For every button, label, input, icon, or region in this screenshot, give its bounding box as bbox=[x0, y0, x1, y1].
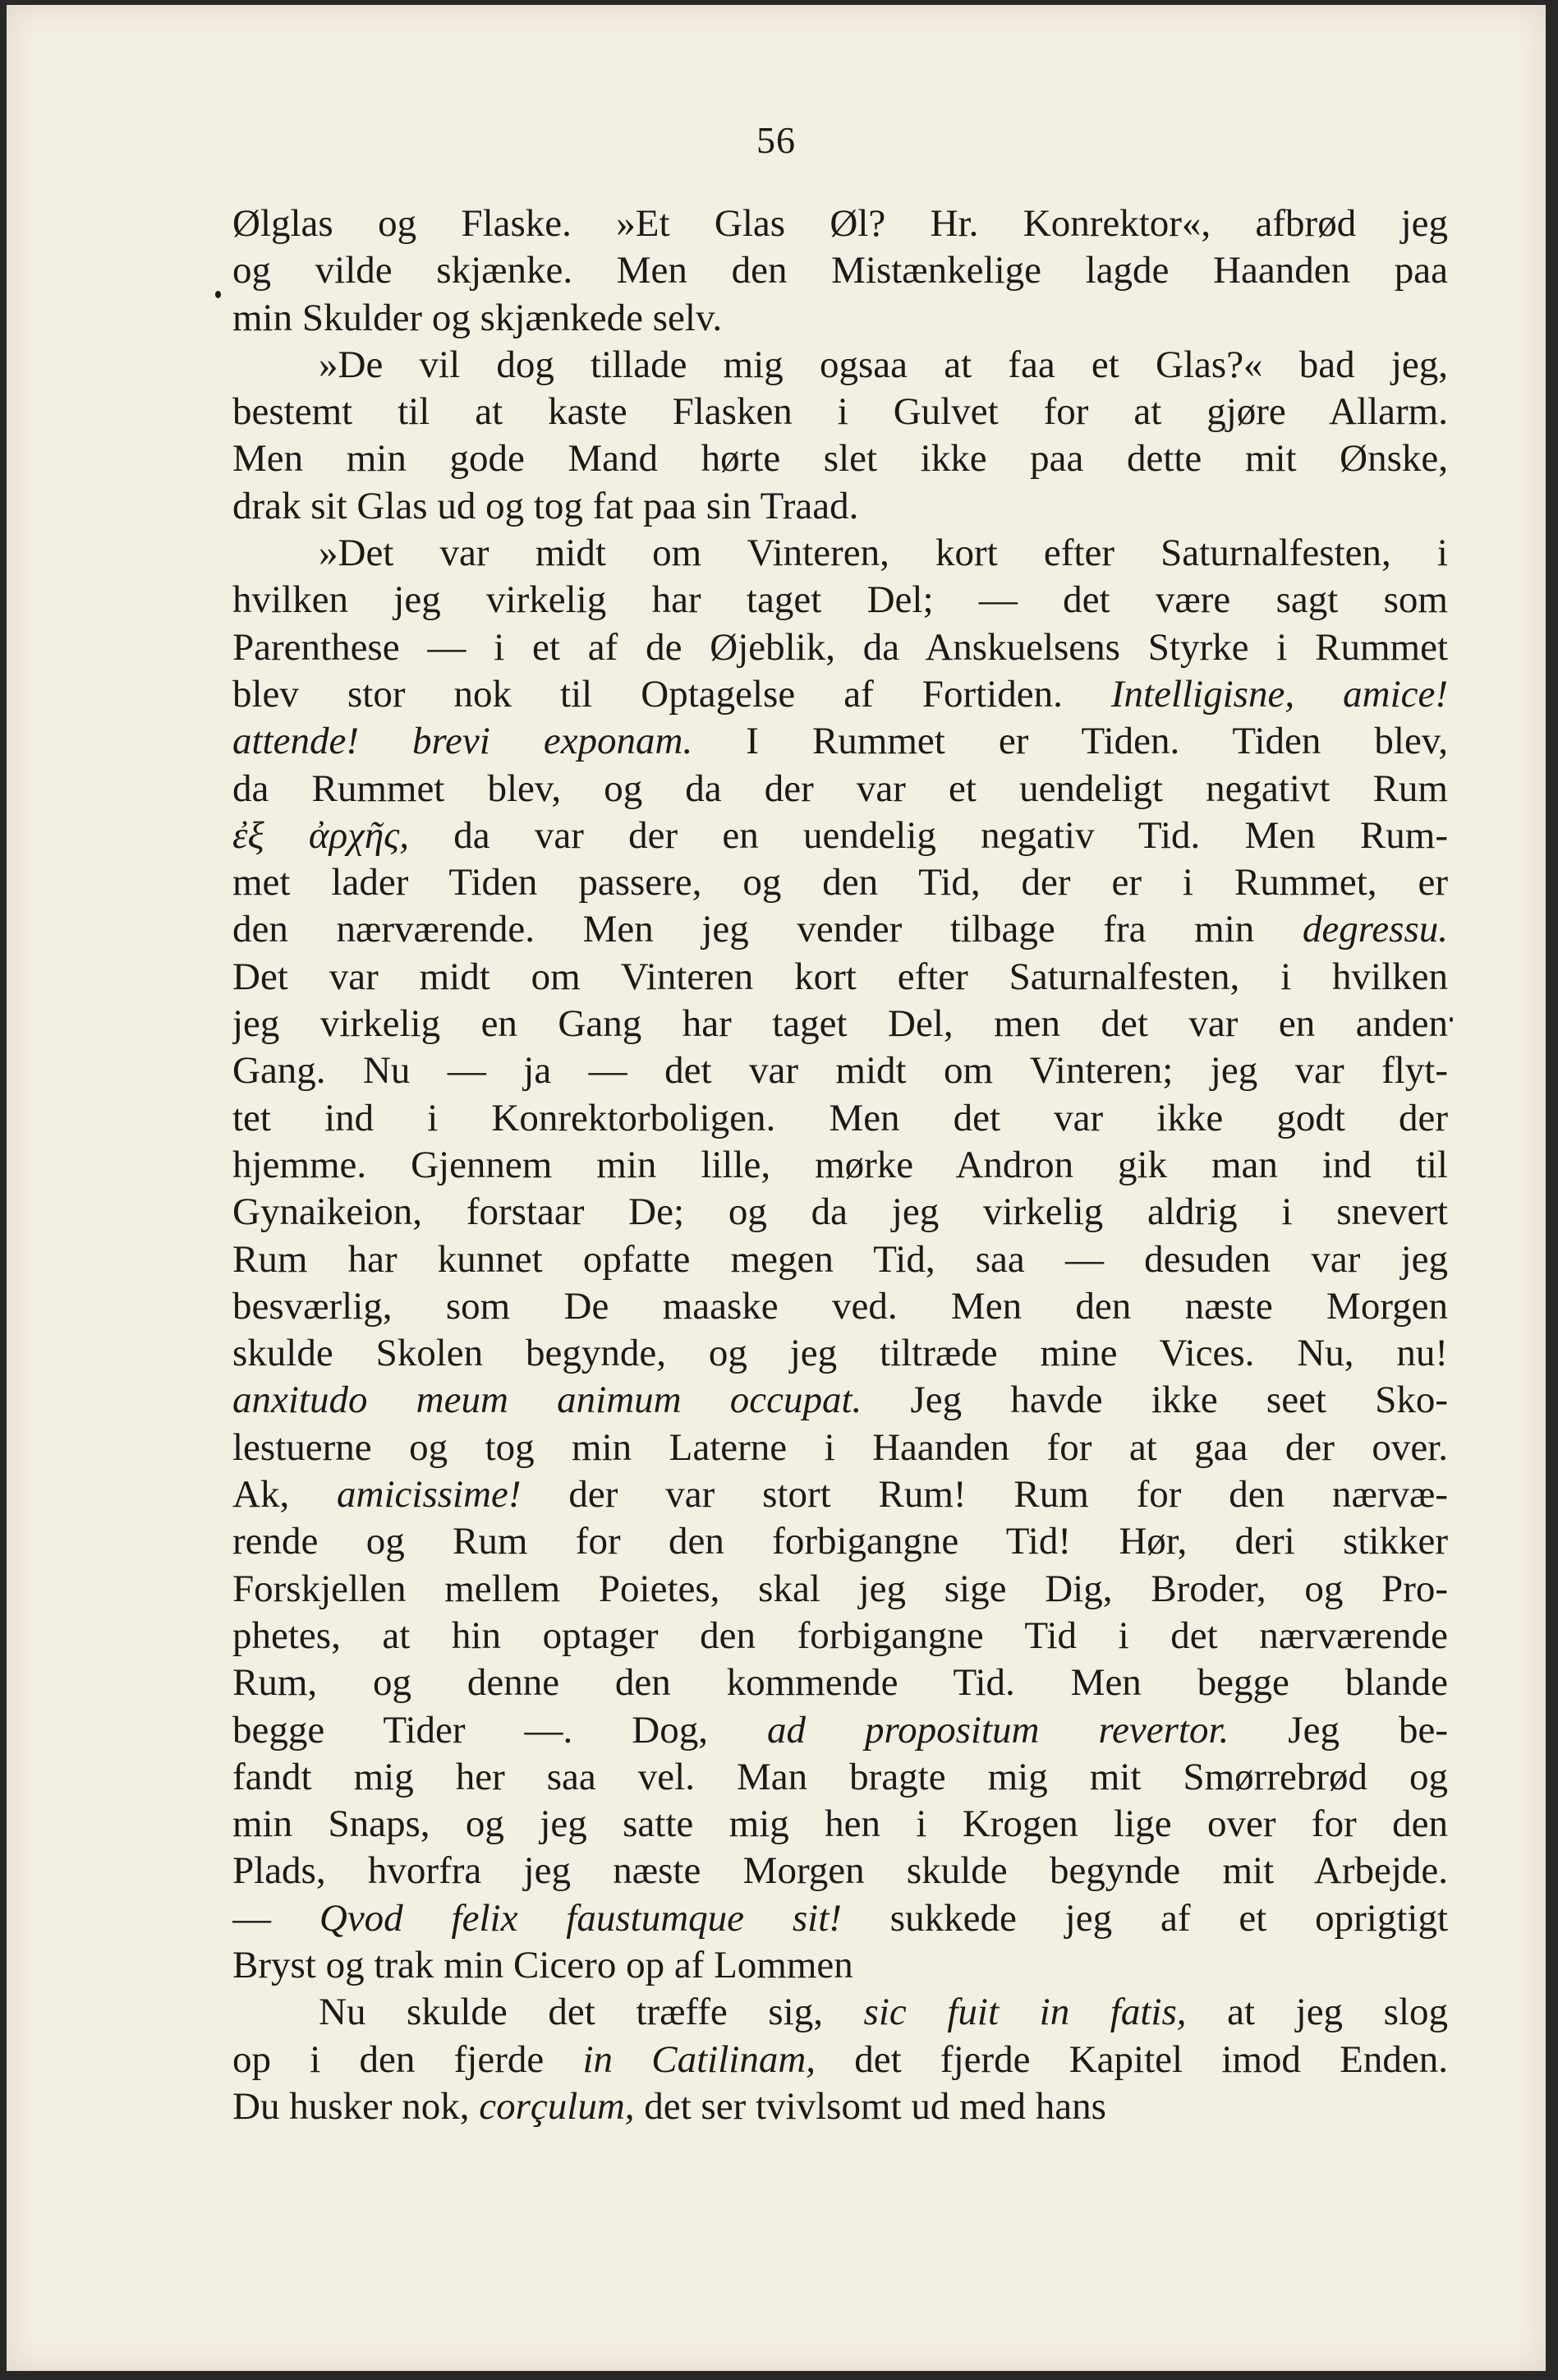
text-line bbox=[232, 1377, 1448, 1424]
text-run: Rum har kunnet opfatte megen Tid, saa — desuden var jeg bbox=[232, 1237, 1448, 1281]
italic-phrase: in Catilinam, bbox=[582, 2037, 816, 2081]
text-line bbox=[232, 906, 1448, 953]
text-run: blev stor nok til Optagelse af Fortiden. bbox=[232, 672, 1111, 716]
text-line bbox=[232, 766, 1448, 813]
italic-phrase: ad propositum revertor. bbox=[767, 1708, 1229, 1752]
text-run: det ser tvivlsomt ud med hans bbox=[634, 2084, 1106, 2128]
text-run: hvilken jeg virkelig har taget Del; — det være sagt som bbox=[232, 578, 1448, 622]
text-run: Ak, bbox=[232, 1473, 338, 1517]
text-run: det fjerde Kapitel imod Enden. bbox=[816, 2037, 1448, 2081]
text-run: »De vil dog tillade mig ogsaa at faa et Glas?« bad jeg, bbox=[319, 343, 1448, 386]
italic-phrase: degressu. bbox=[1302, 908, 1448, 951]
text-line bbox=[232, 389, 1448, 435]
text-run: phetes, at hin optager den forbigangne Tid i det nærværende bbox=[232, 1614, 1448, 1657]
text-run: fandt mig her saa vel. Man bragte mig mit Smørrebrød og bbox=[232, 1755, 1448, 1798]
italic-phrase: ἐξ ἀρχῆς, bbox=[232, 813, 409, 857]
text-line bbox=[232, 342, 1448, 389]
text-line bbox=[232, 530, 1448, 577]
text-run: rende og Rum for den forbigangne Tid! Hør, deri stikker bbox=[232, 1520, 1448, 1563]
text-line bbox=[232, 1895, 1448, 1942]
text-run: Men min gode Mand hørte slet ikke paa dette mit Ønske, bbox=[232, 437, 1448, 481]
text-run: jeg virkelig en Gang har taget Del, men det var en anden bbox=[232, 1002, 1448, 1046]
text-line bbox=[232, 577, 1448, 624]
text-line bbox=[232, 954, 1448, 1001]
text-run: Gang. Nu — ja — det var midt om Vinteren; jeg var flyt- bbox=[232, 1049, 1448, 1093]
text-line bbox=[232, 1047, 1448, 1094]
text-run: hjemme. Gjennem min lille, mørke Andron gik man ind til bbox=[232, 1143, 1448, 1186]
text-line bbox=[232, 435, 1448, 482]
text-line bbox=[232, 1942, 1448, 1989]
text-run: — bbox=[232, 1896, 319, 1940]
text-line bbox=[232, 1236, 1448, 1283]
text-line bbox=[232, 1283, 1448, 1330]
text-line bbox=[232, 1566, 1448, 1613]
text-line bbox=[232, 1330, 1448, 1377]
page-number: 56 bbox=[756, 119, 796, 161]
text-run: besværlig, som De maaske ved. Men den næste Morgen bbox=[232, 1284, 1448, 1328]
text-run: I Rummet er Tiden. Tiden blev, bbox=[692, 720, 1448, 763]
text-run: drak sit Glas ud og tog fat paa sin Traad. bbox=[232, 484, 859, 527]
text-run: den nærværende. Men jeg vender tilbage fra min bbox=[232, 908, 1303, 951]
text-line bbox=[232, 247, 1448, 294]
text-line bbox=[232, 1848, 1448, 1894]
text-run: Rum, og denne den kommende Tid. Men begge blande bbox=[232, 1661, 1448, 1705]
italic-phrase: corçulum, bbox=[479, 2084, 635, 2128]
text-run: Jeg be- bbox=[1229, 1708, 1448, 1752]
text-line bbox=[232, 1518, 1448, 1565]
paragraph bbox=[232, 200, 1448, 342]
text-run: da var der en uendelig negativ Tid. Men Rum- bbox=[408, 813, 1448, 857]
text-run: der var stort Rum! Rum for den nærvæ- bbox=[521, 1473, 1448, 1517]
text-run: Det var midt om Vinteren kort efter Saturnalfesten, i hvilken bbox=[232, 955, 1448, 998]
text-line bbox=[232, 2037, 1448, 2083]
text-run: op i den fjerde bbox=[232, 2037, 583, 2081]
italic-phrase: sic fuit in fatis, bbox=[863, 1991, 1187, 2034]
text-line bbox=[232, 200, 1448, 247]
text-line bbox=[232, 1142, 1448, 1189]
text-line bbox=[232, 1425, 1448, 1471]
text-run: Nu skulde det træffe sig, bbox=[319, 1991, 864, 2034]
text-line bbox=[232, 1801, 1448, 1848]
text-run: Jeg havde ikke seet Sko- bbox=[862, 1379, 1448, 1422]
text-line bbox=[232, 1001, 1448, 1047]
text-run: tet ind i Konrektorboligen. Men det var ikke godt der bbox=[232, 1096, 1448, 1139]
text-line bbox=[232, 813, 1448, 859]
text-line bbox=[232, 1707, 1448, 1754]
text-line bbox=[232, 1989, 1448, 2036]
text-run: sukkede jeg af et oprigtigt bbox=[841, 1896, 1448, 1940]
text-run: min Skulder og skjænkede selv. bbox=[232, 296, 723, 339]
text-line bbox=[232, 1613, 1448, 1660]
text-line bbox=[232, 718, 1448, 765]
text-run: lestuerne og tog min Laterne i Haanden for at gaa der over. bbox=[232, 1425, 1448, 1469]
text-run: Du husker nok, bbox=[232, 2084, 480, 2128]
text-run: skulde Skolen begynde, og jeg tiltræde mine Vices. Nu, nu! bbox=[232, 1332, 1448, 1375]
text-line bbox=[232, 671, 1448, 718]
text-line bbox=[232, 2083, 1448, 2130]
text-run: begge Tider —. Dog, bbox=[232, 1708, 768, 1752]
italic-phrase: Qvod felix faustumque sit! bbox=[319, 1896, 842, 1940]
text-line bbox=[232, 624, 1448, 671]
text-run: Plads, hvorfra jeg næste Morgen skulde begynde mit Arbejde. bbox=[232, 1849, 1448, 1893]
text-run: da Rummet blev, og da der var et uendeligt negativt Rum bbox=[232, 766, 1448, 810]
text-run: min Snaps, og jeg satte mig hen i Krogen lige over for den bbox=[232, 1802, 1448, 1846]
text-run: Gynaikeion, forstaar De; og da jeg virkelig aldrig i snevert bbox=[232, 1190, 1448, 1234]
text-line bbox=[232, 1660, 1448, 1706]
paragraph bbox=[232, 342, 1448, 530]
body-text bbox=[232, 200, 1448, 2130]
ink-speck bbox=[215, 291, 221, 298]
text-run: bestemt til at kaste Flasken i Gulvet for at gjøre Allarm. bbox=[232, 390, 1448, 434]
text-line bbox=[232, 1471, 1448, 1518]
text-line bbox=[232, 1095, 1448, 1142]
text-run: Ølglas og Flaske. »Et Glas Øl? Hr. Konrektor«, afbrød jeg bbox=[232, 202, 1448, 245]
italic-phrase: attende! brevi exponam. bbox=[232, 720, 693, 763]
italic-phrase: amicissime! bbox=[337, 1473, 522, 1517]
text-run: »Det var midt om Vinteren, kort efter Saturnalfesten, i bbox=[319, 532, 1448, 575]
text-run: met lader Tiden passere, og den Tid, der er i Rummet, er bbox=[232, 861, 1448, 905]
text-run: at jeg slog bbox=[1186, 1991, 1448, 2034]
italic-phrase: anxitudo meum animum occupat. bbox=[232, 1379, 862, 1422]
text-line bbox=[232, 1754, 1448, 1801]
ink-speck bbox=[1450, 1017, 1453, 1022]
italic-phrase: Intelligisne, amice! bbox=[1110, 672, 1448, 716]
paragraph bbox=[232, 1989, 1448, 2130]
text-line bbox=[232, 295, 1448, 342]
text-run: Parenthese — i et af de Øjeblik, da Anskuelsens Styrke i Rummet bbox=[232, 625, 1448, 669]
text-line bbox=[232, 483, 1448, 530]
text-run: Forskjellen mellem Poietes, skal jeg sige Dig, Broder, og Pro- bbox=[232, 1567, 1448, 1610]
text-line bbox=[232, 859, 1448, 906]
text-line bbox=[232, 1189, 1448, 1236]
paragraph bbox=[232, 530, 1448, 1989]
text-run: og vilde skjænke. Men den Mistænkelige lagde Haanden paa bbox=[232, 249, 1448, 292]
text-run: Bryst og trak min Cicero op af Lommen bbox=[232, 1943, 853, 1986]
book-page bbox=[7, 5, 1546, 2371]
